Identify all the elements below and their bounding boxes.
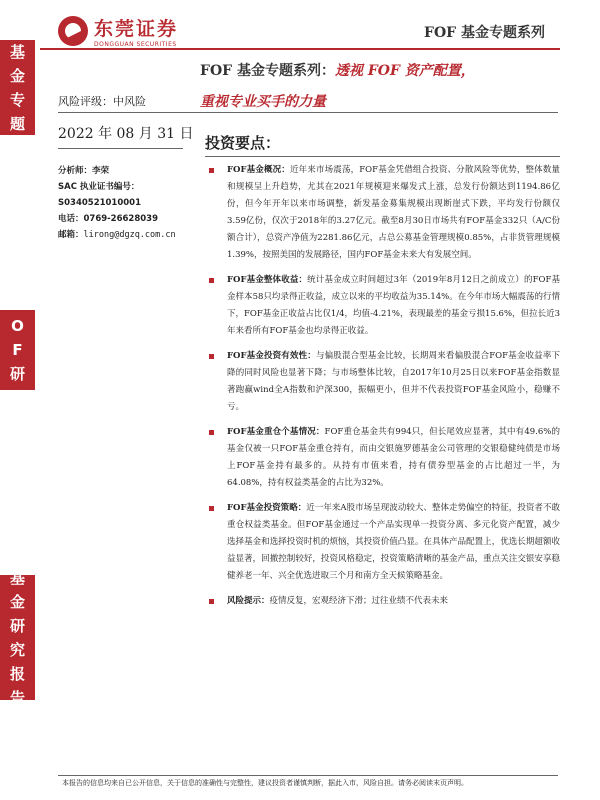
paragraph-text: 近年来市场震荡，FOF基金凭借组合投资、分散风险等优势，整体数量和规模呈上升趋势，尤其在2021年规模迎来爆发式上涨，总发行份额达到1194.86亿份，但今年开年以来市场调整，新发基金募集规模出现断崖式下跌，平均发行份额仅3.59亿份，仅次于2018年的3.27亿元。截至8月30日市场共有FOF基金332只（A/C份额合计），总资产净值为2281.86亿元，占总公募基金管理规模0.85%，占非货管理规模1.39%，按照美国的发展路径，国内FOF基金未来大有发展空间。 bbox=[227, 165, 560, 260]
report-title bbox=[200, 60, 475, 80]
paragraph-lead: FOF基金重仓个基情况： bbox=[227, 427, 325, 437]
paragraph-lead: FOF基金投资有效性： bbox=[227, 351, 316, 361]
side-tab-fof-research: FOF研究 bbox=[0, 310, 35, 390]
analyst-info bbox=[58, 163, 176, 243]
footer-divider bbox=[58, 775, 558, 776]
bullet-icon bbox=[209, 506, 214, 511]
paragraph-text: 与偏股混合型基金比较，长期周来看偏股混合FOF基金收益率下降的同时风险也显著下降；与市场整体比较，自2017年10月25日以来FOF基金指数显著跑赢wind全A指数和沪深300，振幅更小，但并不代表投资FOF基金风险小，稳赚不亏。 bbox=[227, 351, 560, 412]
paragraph-fof-strategy bbox=[205, 500, 560, 585]
paragraph-lead: FOF基金整体收益： bbox=[227, 275, 308, 285]
paragraph-fof-overview bbox=[205, 162, 560, 264]
bullet-icon bbox=[209, 430, 214, 435]
paragraph-fof-holdings bbox=[205, 424, 560, 492]
analyst-cert-no: S0340521010001 bbox=[58, 198, 142, 208]
analyst-name: 分析师：李荣 bbox=[58, 166, 110, 176]
analyst-email[interactable]: lirong@dgzq.com.cn bbox=[83, 230, 176, 240]
brand-name: 东莞证券 bbox=[94, 18, 179, 40]
bullet-icon bbox=[209, 278, 214, 283]
disclaimer: 本报告的信息均来自已公开信息，关于信息的准确性与完整性，建议投资者谨慎判断，据此入市，风险自担。请务必阅读末页声明。 bbox=[62, 779, 468, 787]
risk-rating: 风险评级：中风险 bbox=[58, 95, 146, 108]
report-series: FOF 基金专题系列 bbox=[424, 25, 545, 41]
date-divider bbox=[58, 148, 183, 149]
report-date: 2022 年 08 月 31 日 bbox=[58, 126, 194, 142]
key-points bbox=[205, 162, 560, 618]
header-divider bbox=[40, 48, 560, 50]
title-highlight: 透视 FOF 资产配置， bbox=[334, 63, 475, 79]
paragraph-lead: FOF基金概况： bbox=[227, 165, 290, 175]
bullet-icon bbox=[209, 599, 214, 604]
paragraph-fof-returns bbox=[205, 272, 560, 340]
analyst-email-label: 邮箱： bbox=[58, 230, 84, 240]
paragraph-text: 近一年来A股市场呈现波动较大、整体走势偏空的特征，投资者不敢重仓权益类基金。但FOF基金通过一个产品实现单一投资分离、多元化资产配置，减少选择基金和选择投资时机的烦恼，其投资价值凸显。在具体产品配置上，优选长期超额收益显著，回撤控制较好，投资风格稳定，投资策略清晰的基金产品，重点关注交银安享稳健养老一年、兴全优选进取三个月和南方全天候策略基金。 bbox=[227, 503, 560, 581]
key-points-heading: 投资要点： bbox=[205, 134, 281, 152]
paragraph-text: 疫情反复，宏观经济下滑；过往业绩不代表未来 bbox=[269, 596, 449, 606]
bullet-icon bbox=[209, 354, 214, 359]
side-tab-fund-topic: 基金专题 bbox=[0, 40, 35, 135]
key-points-divider bbox=[205, 156, 560, 157]
analyst-phone: 电话：0769-26628039 bbox=[58, 214, 158, 224]
paragraph-text: 统计基金成立时间超过3年（2019年8月12日之前成立）的FOF基金样本58只均录得正收益，成立以来的平均收益为35.14%。在今年市场大幅震荡的行情下，FOF基金正收益占比仅1/4，均值-4.21%，表现最差的基金亏损15.6%，但拉长近3年来看所有FOF基金也均录得正收益。 bbox=[227, 275, 560, 336]
paragraph-lead: 风险提示： bbox=[227, 596, 270, 606]
brand-name-en: DONGGUAN SECURITIES bbox=[94, 41, 177, 48]
title-divider bbox=[58, 112, 558, 113]
paragraph-text: FOF重仓基金共有994只，但长尾效应显著，其中有49.6%的基金仅被一只FOF基金重仓持有，而由交银施罗德基金公司管理的交银稳健纯债是市场上FOF基金持有最多的。从持有市值来看，持有债券型基金的占比超过一半，为64.08%，持有权益类基金的占比为32%。 bbox=[227, 427, 560, 488]
analyst-cert-label: SAC 执业证书编号： bbox=[58, 182, 140, 192]
title-prefix: FOF 基金专题系列： bbox=[200, 63, 335, 79]
paragraph-risk-warning bbox=[205, 593, 560, 610]
paragraph-lead: FOF基金投资策略： bbox=[227, 503, 307, 513]
brand-logo bbox=[58, 14, 178, 48]
bullet-icon bbox=[209, 168, 214, 173]
brand-logo-icon bbox=[58, 16, 88, 46]
side-tab-fund-report: 基金研究报告 bbox=[0, 575, 35, 700]
paragraph-fof-effectiveness bbox=[205, 348, 560, 416]
report-subtitle: 重视专业买手的力量 bbox=[200, 94, 326, 110]
